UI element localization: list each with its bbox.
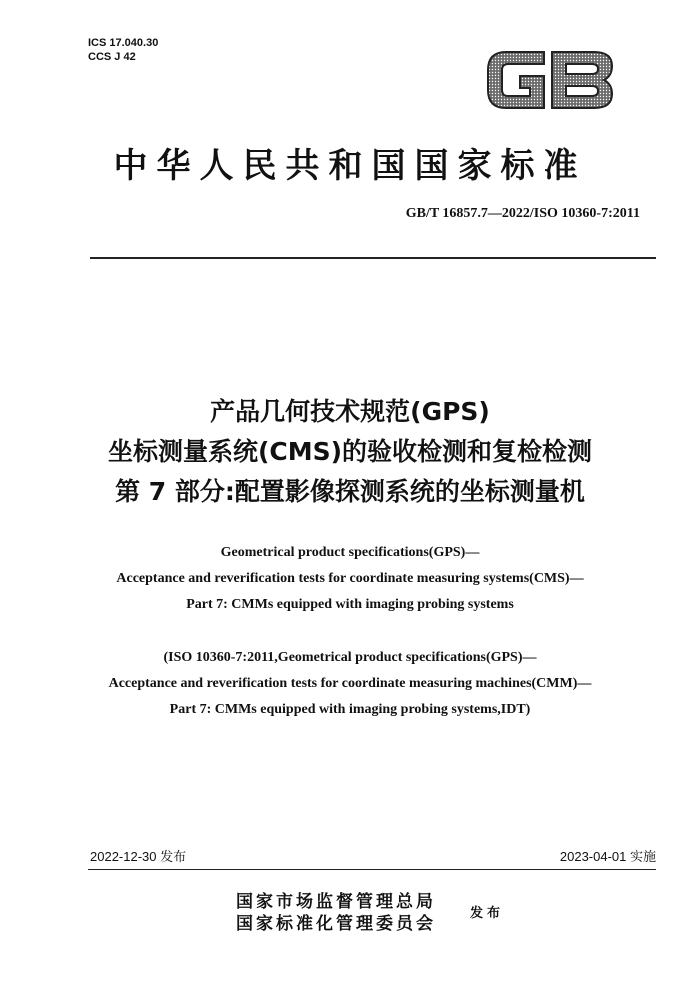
issue-date: 2022-12-30 发布 [90,849,187,864]
top-divider [90,257,656,259]
gb-logo-text: GB [482,44,484,45]
national-standard-heading: 中华人民共和国国家标准 [113,146,587,186]
bottom-divider [88,869,656,870]
english-title-line: Acceptance and reverification tests for coordinate measuring systems(CMS)— [116,571,584,586]
issuer-sac: 国家标准化管理委员会 [236,914,436,934]
iso-title-line: Acceptance and reverification tests for coordinate measuring machines(CMM)— [108,676,592,691]
gb-logo [482,44,618,116]
chinese-title [0,392,700,512]
english-title [0,540,700,618]
english-title-line: Geometrical product specifications(GPS)— [220,545,480,560]
ccs-code: CCS J 42 [88,51,136,63]
english-title-line: Part 7: CMMs equipped with imaging probing systems [186,597,514,612]
publish-label: 发布 [470,906,505,921]
implementation-date: 2023-04-01 实施 [559,849,656,864]
iso-title-line: Part 7: CMMs equipped with imaging probing systems,IDT) [169,702,531,717]
iso-equivalent-title [0,645,700,723]
issuing-authorities [236,891,436,935]
iso-title-line: (ISO 10360-7:2011,Geometrical product specifications(GPS)— [163,650,537,665]
classification-codes [88,36,158,64]
chinese-title-line: 产品几何技术规范(GPS) [210,397,490,426]
ics-code: ICS 17.040.30 [88,37,159,49]
chinese-title-line: 坐标测量系统(CMS)的验收检测和复检检测 [107,437,593,466]
issuer-samr: 国家市场监督管理总局 [236,892,436,912]
chinese-title-line: 第 7 部分:配置影像探测系统的坐标测量机 [115,477,585,506]
standard-number: GB/T 16857.7—2022/ISO 10360-7:2011 [405,206,640,221]
